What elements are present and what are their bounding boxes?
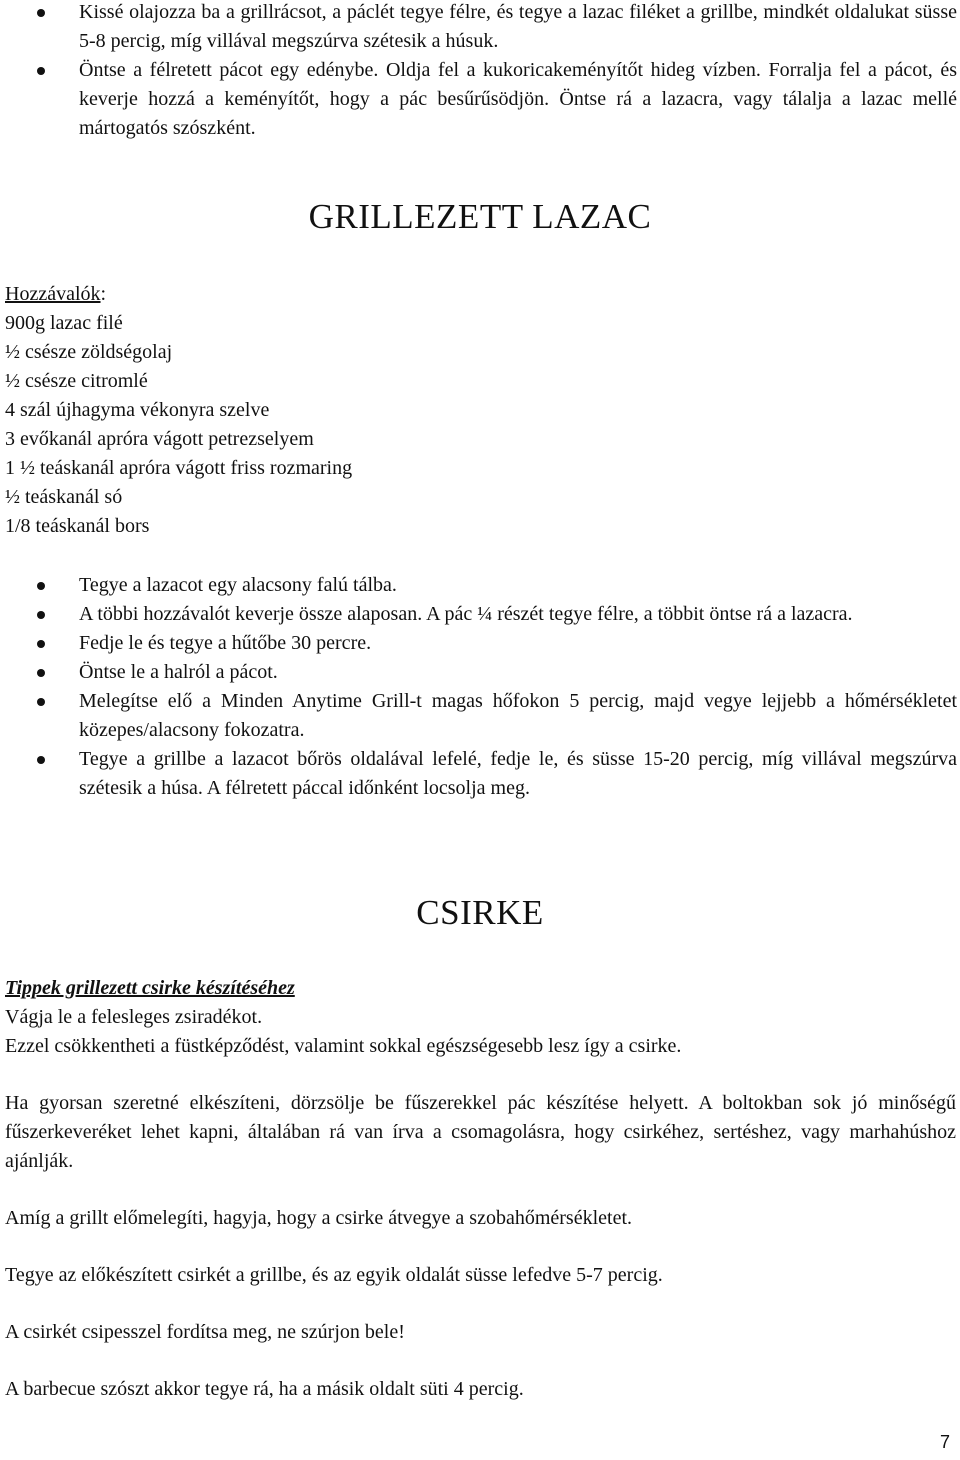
list-item: [0, 629, 957, 658]
tips-paragraph: A barbecue szószt akkor tegye rá, ha a másik oldalt süti 4 percig.: [5, 1378, 524, 1400]
tips-paragraph: A csirkét csipesszel fordítsa meg, ne szúrjon bele!: [5, 1321, 405, 1343]
tips-paragraph: Ha gyorsan szeretné elkészíteni, dörzsölje be fűszerekkel pác készítése helyett. A boltokban sok jó minőségű fűszerkeveréket lehet kapni, általában rá van írva a csomagolásra, hogy csirkéhez, sertéshez, vagy marhahúshoz ajánlják.: [5, 1092, 956, 1172]
ingredient-item: 900g lazac filé: [5, 312, 123, 334]
list-item: [0, 687, 957, 745]
bullet-icon: [37, 698, 45, 706]
list-item-text: Fedje le és tegye a hűtőbe 30 percre.: [79, 632, 372, 654]
bullet-icon: [37, 9, 45, 17]
section-title: CSIRKE: [416, 893, 544, 932]
ingredient-item: 1/8 teáskanál bors: [5, 515, 150, 537]
list-item: [0, 571, 957, 600]
list-item-text: A többi hozzávalót keverje össze alaposan. A pác ¼ részét tegye félre, a többit öntse rá a lazacra.: [79, 603, 853, 625]
tips-paragraph: Amíg a grillt előmelegíti, hagyja, hogy a csirke átvegye a szobahőmérsékletet.: [5, 1207, 633, 1229]
list-item-text: Öntse a félretett pácot egy edénybe. Oldja fel a kukoricakeményítőt hideg vízben. Forralja fel a pácot, és keverje hozzá a keményítőt, hogy a pác besűrűsödjön. Öntse rá a lazacra, vagy tálalja a lazac mellé mártogatós szószként.: [79, 59, 957, 139]
ingredient-item: 3 evőkanál apróra vágott petrezselyem: [5, 428, 314, 450]
ingredient-item: ½ csésze zöldségolaj: [5, 341, 173, 363]
continued-steps-list: [0, 0, 957, 143]
ingredients-heading: [5, 280, 352, 309]
tips-paragraph: Tegye az előkészített csirkét a grillbe, és az egyik oldalát süsse lefedve 5-7 percig.: [5, 1264, 663, 1286]
list-item-text: Tegye a lazacot egy alacsony falú tálba.: [79, 574, 397, 596]
list-item: [0, 0, 957, 56]
list-item: [0, 745, 957, 803]
list-item-text: Kissé olajozza ba a grillrácsot, a páclét tegye félre, és tegye a lazac filéket a grillbe, mindkét oldalukat süsse 5-8 percig, míg villával megszúrva szétesik a húsuk.: [79, 1, 957, 52]
tips-section: [5, 974, 956, 1404]
tips-heading: Tippek grillezett csirke készítéséhez: [5, 977, 295, 999]
list-item: [0, 658, 957, 687]
list-item-text: Tegye a grillbe a lazacot bőrös oldalával lefelé, fedje le, és süsse 15-20 percig, míg villával megszúrva szétesik a húsa. A félretett páccal időnként locsolja meg.: [79, 748, 957, 799]
bullet-icon: [37, 67, 45, 75]
bullet-icon: [37, 611, 45, 619]
page-number: 7: [939, 1432, 950, 1452]
list-item: [0, 600, 957, 629]
bullet-icon: [37, 669, 45, 677]
ingredients-label: Hozzávalók: [5, 283, 101, 305]
bullet-icon: [37, 582, 45, 590]
list-item-text: Melegítse elő a Minden Anytime Grill-t magas hőfokon 5 percig, majd vegye lejjebb a hőmérsékletet közepes/alacsony fokozatra.: [79, 690, 957, 741]
ingredient-item: 4 szál újhagyma vékonyra szelve: [5, 399, 270, 421]
recipe-steps-list: [0, 571, 957, 803]
ingredients-colon: :: [100, 283, 107, 305]
ingredients-list: [5, 280, 352, 541]
bullet-icon: [37, 756, 45, 764]
bullet-icon: [37, 640, 45, 648]
tips-line: Ezzel csökkentheti a füstképződést, valamint sokkal egészségesebb lesz így a csirke.: [5, 1035, 682, 1057]
list-item-text: Öntse le a halról a pácot.: [79, 661, 278, 683]
ingredient-item: ½ teáskanál só: [5, 486, 123, 508]
list-item: [0, 56, 957, 143]
tips-line: Vágja le a felesleges zsiradékot.: [5, 1006, 263, 1028]
ingredient-item: ½ csésze citromlé: [5, 370, 148, 392]
ingredient-item: 1 ½ teáskanál apróra vágott friss rozmaring: [5, 457, 353, 479]
recipe-title: GRILLEZETT LAZAC: [308, 197, 652, 236]
